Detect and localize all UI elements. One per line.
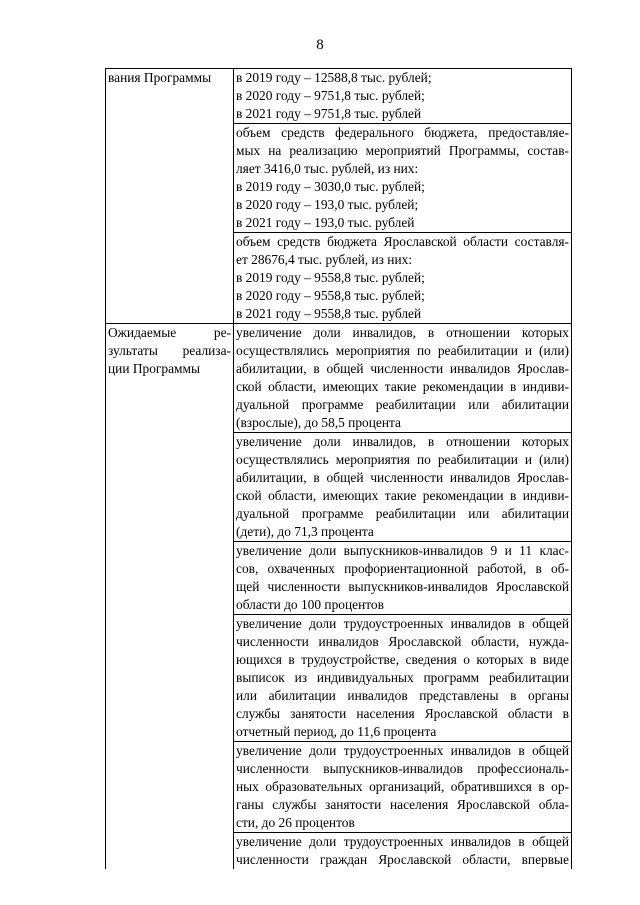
value-cell: [234, 742, 572, 833]
value-line: в 2019 году – 9558,8 тыс. рублей;: [236, 270, 425, 285]
table-row: [106, 69, 572, 124]
value-line: в 2021 году – 9558,8 тыс. рублей: [236, 306, 422, 321]
value-line: увеличение доли инвалидов, в отношении которых: [236, 434, 569, 449]
value-line: численности граждан Ярославской области, впервые: [236, 852, 569, 867]
value-line: осуществлялись мероприятия по реабилитации и (или): [236, 452, 569, 467]
value-cell: [234, 833, 572, 870]
value-line: щей численности выпускников-инвалидов Ярославской: [236, 579, 569, 594]
value-line: ляет 3416,0 тыс. рублей, из них:: [236, 161, 419, 176]
value-line: увеличение доли трудоустроенных инвалидов в общей: [236, 743, 569, 758]
value-line: объем средств федерального бюджета, предоставляе-: [236, 125, 569, 140]
row-label-line: Ожидаемые ре-: [108, 325, 231, 340]
value-line: в 2019 году – 12588,8 тыс. рублей;: [236, 70, 432, 85]
value-line: мых на реализацию мероприятий Программы, состав-: [236, 143, 569, 158]
value-line: увеличение доли инвалидов, в отношении которых: [236, 325, 569, 340]
value-line: в 2020 году – 9558,8 тыс. рублей;: [236, 288, 425, 303]
value-line: выписок из индивидуальных программ реабилитации: [236, 670, 569, 685]
value-line: (взрослые), до 58,5 процента: [236, 415, 401, 430]
value-line: сти, до 26 процентов: [236, 815, 355, 830]
value-line: в 2021 году – 193,0 тыс. рублей: [236, 215, 415, 230]
value-line: сов, охваченных профориентационной работой, в об-: [236, 561, 569, 576]
value-cell: [234, 615, 572, 742]
row-label-line: вания Программы: [108, 70, 212, 85]
value-cell: [234, 233, 572, 324]
value-line: увеличение доли трудоустроенных инвалидов в общей: [236, 834, 569, 849]
value-line: ской области, имеющих такие рекомендации в индиви-: [236, 379, 569, 394]
row-label-cell: [106, 69, 234, 324]
value-line: области до 100 процентов: [236, 597, 384, 612]
row-label-line: зультаты реализа-: [108, 343, 231, 358]
row-label-line: ции Программы: [108, 361, 200, 376]
value-cell: [234, 124, 572, 233]
value-line: увеличение доли трудоустроенных инвалидов в общей: [236, 616, 569, 631]
value-line: абилитации, в общей численности инвалидов Ярослав-: [236, 361, 569, 376]
value-line: или абилитации инвалидов представлены в органы: [236, 688, 569, 703]
value-line: ет 28676,4 тыс. рублей, из них:: [236, 252, 413, 267]
value-line: в 2020 году – 193,0 тыс. рублей;: [236, 197, 419, 212]
value-line: ющихся в трудоустройстве, сведения о которых в виде: [236, 652, 569, 667]
value-line: отчетный период, до 11,6 процента: [236, 724, 437, 739]
value-line: численности выпускников-инвалидов профессиональ-: [236, 761, 569, 776]
value-line: ганы службы занятости населения Ярославской обла-: [236, 797, 569, 812]
value-line: службы занятости населения Ярославской области в: [236, 706, 569, 721]
value-line: осуществлялись мероприятия по реабилитации и (или): [236, 343, 569, 358]
program-passport-table: [105, 68, 572, 869]
value-line: ных образовательных организаций, обратившихся в ор-: [236, 779, 569, 794]
value-line: дуальной программе реабилитации или абилитации: [236, 397, 569, 412]
value-line: (дети), до 71,3 процента: [236, 524, 374, 539]
value-cell: [234, 69, 572, 124]
value-line: дуальной программе реабилитации или абилитации: [236, 506, 569, 521]
value-line: абилитации, в общей численности инвалидов Ярослав-: [236, 470, 569, 485]
page-number: 8: [316, 37, 324, 53]
value-line: численности инвалидов Ярославской области, нужда-: [236, 634, 569, 649]
value-line: ской области, имеющих такие рекомендации в индиви-: [236, 488, 569, 503]
value-line: в 2020 году – 9751,8 тыс. рублей;: [236, 88, 425, 103]
table-row: [106, 324, 572, 433]
value-line: увеличение доли выпускников-инвалидов 9 и 11 клас-: [236, 543, 569, 558]
value-cell: [234, 542, 572, 615]
value-line: объем средств бюджета Ярославской области составля-: [236, 234, 569, 249]
value-line: в 2021 году – 9751,8 тыс. рублей: [236, 106, 422, 121]
value-cell: [234, 433, 572, 542]
value-cell: [234, 324, 572, 433]
value-line: в 2019 году – 3030,0 тыс. рублей;: [236, 179, 425, 194]
row-label-cell: [106, 324, 234, 870]
